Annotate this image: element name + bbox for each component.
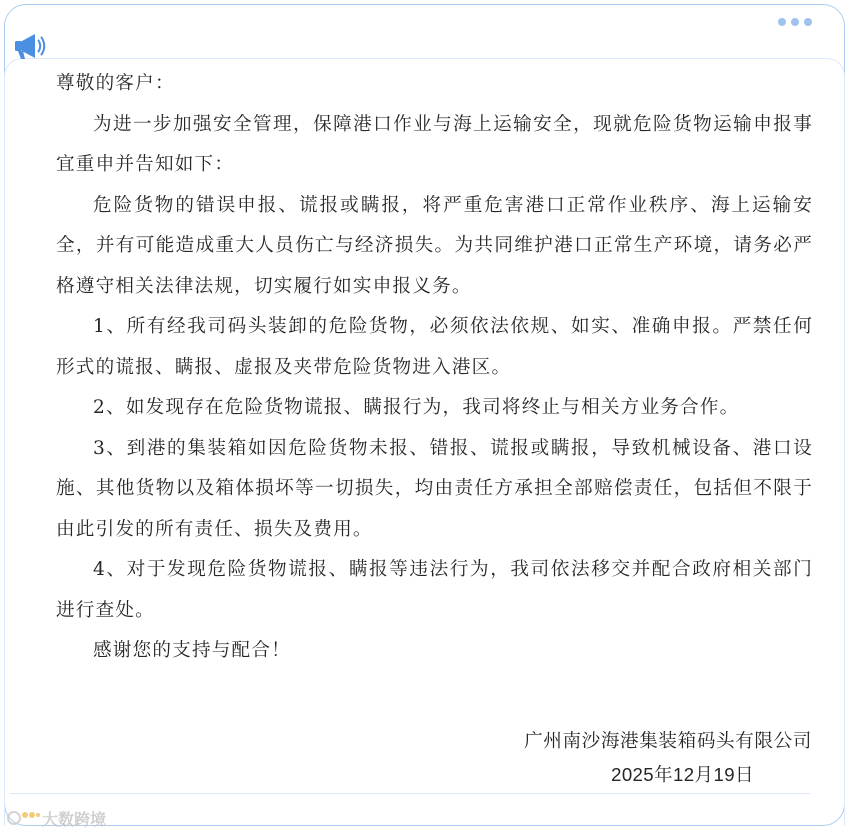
paragraph-item-4: 4、对于发现危险货物谎报、瞒报等违法行为，我司依法移交并配合政府相关部门进行查处。 <box>56 559 813 621</box>
watermark <box>6 806 106 830</box>
paragraph-intro: 为进一步加强安全管理，保障港口作业与海上运输安全，现就危险货物运输申报事宜重申并告知如下： <box>56 113 813 175</box>
megaphone-icon <box>13 31 47 61</box>
dot <box>778 18 786 26</box>
notice-date: 2025年12月19日 <box>611 764 754 785</box>
paragraph-thanks: 感谢您的支持与配合！ <box>93 640 291 661</box>
dot <box>804 18 812 26</box>
paragraph-warning: 危险货物的错误申报、谎报或瞒报，将严重危害港口正常作业秩序、海上运输安全，并有可能造成重大人员伤亡与经济损失。为共同维护港口正常生产环境，请务必严格遵守相关法律法规，切实履行如实申报义务。 <box>56 194 813 297</box>
watermark-logo-icon <box>6 808 40 828</box>
notice-body <box>56 64 813 672</box>
watermark-text: 大数跨境 <box>42 809 107 829</box>
signature-block <box>524 724 812 792</box>
salutation: 尊敬的客户： <box>56 73 175 94</box>
bottom-divider <box>10 793 810 794</box>
paragraph-item-3: 3、到港的集装箱如因危险货物未报、错报、谎报或瞒报，导致机械设备、港口设施、其他货物以及箱体损坏等一切损失，均由责任方承担全部赔偿责任，包括但不限于由此引发的所有责任、损失及费用。 <box>56 437 813 540</box>
company-name: 广州南沙海港集装箱码头有限公司 <box>524 730 812 751</box>
more-dots-icon[interactable] <box>778 18 814 26</box>
paragraph-item-2: 2、如发现存在危险货物谎报、瞒报行为，我司将终止与相关方业务合作。 <box>93 397 740 418</box>
dot <box>791 18 799 26</box>
paragraph-item-1: 1、所有经我司码头装卸的危险货物，必须依法依规、如实、准确申报。严禁任何形式的谎报、瞒报、虚报及夹带危险货物进入港区。 <box>56 316 813 378</box>
